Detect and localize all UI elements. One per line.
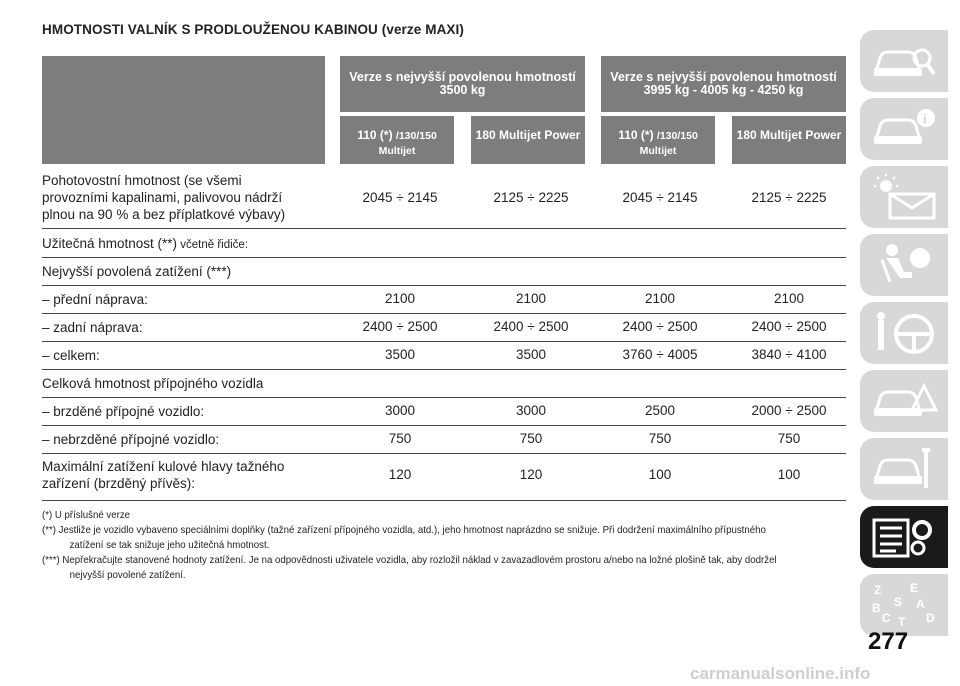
footnote: (*) U příslušné verze xyxy=(42,509,131,521)
cell-value: 3840 ÷ 4100 xyxy=(751,347,827,362)
table-row xyxy=(42,370,846,398)
cell-value: 120 xyxy=(388,467,412,482)
cell-value: 750 xyxy=(388,431,412,446)
cell-value: 2400 ÷ 2500 xyxy=(362,319,438,334)
table-row xyxy=(42,398,846,426)
watermark: carmanualsonline.info xyxy=(690,664,871,683)
table-row xyxy=(42,286,846,314)
row-label-text: Užitečná hmotnost (**) xyxy=(42,236,178,251)
car-tools-icon[interactable] xyxy=(860,438,948,500)
cell-value: 2125 ÷ 2225 xyxy=(493,190,569,205)
car-search-icon[interactable] xyxy=(860,30,948,92)
table-row xyxy=(42,168,846,229)
cell-value: 2100 xyxy=(384,291,416,306)
row-label-line: Pohotovostní hmotnost (se všemi xyxy=(42,173,242,188)
cell-value: 2100 xyxy=(773,291,805,306)
cell-value: 2045 ÷ 2145 xyxy=(362,190,438,205)
row-label xyxy=(42,235,248,254)
header-sub-multijet-2 xyxy=(601,116,715,164)
header-sub-text: Multijet xyxy=(378,145,416,157)
airbag-seat-icon[interactable] xyxy=(860,234,948,296)
cell-value: 2400 ÷ 2500 xyxy=(493,319,569,334)
index-letter: E xyxy=(910,582,919,595)
header-sub-power-1: 180 Multijet Power xyxy=(471,116,585,164)
table-row xyxy=(42,342,846,370)
table-header-empty xyxy=(42,56,325,164)
cell-value: 100 xyxy=(777,467,801,482)
row-label: – nebrzděné přípojné vozidlo: xyxy=(42,432,220,447)
table-row xyxy=(42,258,846,286)
row-label: Celková hmotnost přípojného vozidla xyxy=(42,376,264,391)
cell-value: 3000 xyxy=(515,403,547,418)
alphabet-index-icon[interactable] xyxy=(860,574,948,636)
page-number: 277 xyxy=(868,628,909,655)
cell-value: 3500 xyxy=(515,347,547,362)
cell-value: 120 xyxy=(519,467,543,482)
row-label-small: včetně řidiče: xyxy=(177,239,249,251)
row-label-line: provozními kapalinami, palivovou nádrží xyxy=(42,190,283,205)
cell-value: 100 xyxy=(648,467,672,482)
cell-value: 2045 ÷ 2145 xyxy=(622,190,698,205)
table-row xyxy=(42,314,846,342)
row-label: Nejvyšší povolená zatížení (***) xyxy=(42,264,232,279)
row-label-line: plnou na 90 % a bez příplatkové výbavy) xyxy=(42,207,286,222)
cell-value: 3000 xyxy=(384,403,416,418)
car-breakdown-icon[interactable] xyxy=(860,370,948,432)
cell-value: 2400 ÷ 2500 xyxy=(622,319,698,334)
footnotes xyxy=(42,508,778,583)
index-letter: A xyxy=(916,597,925,611)
footnote: (***) Nepřekračujte stanovené hodnoty zatížení. Je na odpovědnosti uživatele vozidla, aby rozložil náklad v zavazadlovém prostoru a/nebo na ložné plošině tak, aby dodržel nejvyšší povolené zatížení. xyxy=(42,554,777,581)
header-sub-text: /130/150 xyxy=(395,130,437,142)
row-label-line: Maximální zatížení kulové hlavy tažného xyxy=(42,459,285,474)
header-sub-multijet-1 xyxy=(340,116,454,164)
index-letter: C xyxy=(882,611,891,625)
index-letter: B xyxy=(872,601,881,615)
specifications-icon[interactable] xyxy=(860,506,948,568)
cell-value: 750 xyxy=(777,431,801,446)
cell-value: 2500 xyxy=(644,403,676,418)
cell-value: 2125 ÷ 2225 xyxy=(751,190,827,205)
index-letter: D xyxy=(926,611,935,625)
table-row xyxy=(42,229,846,258)
header-sub-text: Multijet xyxy=(639,145,677,157)
cell-value: 3500 xyxy=(384,347,416,362)
header-divider xyxy=(601,113,846,114)
header-sub-power-2: 180 Multijet Power xyxy=(732,116,846,164)
cell-value: 2000 ÷ 2500 xyxy=(751,403,827,418)
header-sub-text: /130/150 xyxy=(656,130,698,142)
header-sub-text: 110 (*) xyxy=(618,128,654,142)
cell-value: 2100 xyxy=(644,291,676,306)
warning-lights-icon[interactable] xyxy=(860,166,948,228)
index-letter: S xyxy=(894,595,903,609)
index-letter: Z xyxy=(874,583,882,597)
header-divider xyxy=(340,113,585,114)
header-sub-text: 110 (*) xyxy=(357,128,393,142)
header-group-3995: Verze s nejvyšší povolenou hmotností 3995 kg - 4005 kg - 4250 kg xyxy=(601,56,846,112)
steering-wheel-icon[interactable] xyxy=(860,302,948,364)
car-info-icon[interactable] xyxy=(860,98,948,160)
row-label: – brzděné přípojné vozidlo: xyxy=(42,404,205,419)
cell-value: 3760 ÷ 4005 xyxy=(622,347,698,362)
index-letter: T xyxy=(898,615,906,628)
row-label: – přední náprava: xyxy=(42,292,148,307)
row-label xyxy=(42,458,284,492)
row-label-line: zařízení (brzděný přívěs): xyxy=(42,476,196,491)
page-title: HMOTNOSTI VALNÍK S PRODLOUŽENOU KABINOU (verze MAXI) xyxy=(42,22,464,37)
cell-value: 2400 ÷ 2500 xyxy=(751,319,827,334)
header-group-3500: Verze s nejvyšší povolenou hmotností 3500 kg xyxy=(340,56,585,112)
table-row xyxy=(42,454,846,501)
svg-text:i: i xyxy=(923,111,927,126)
footnote: (**) Jestliže je vozidlo vybaveno speciálními doplňky (tažné zařízení přípojného vozidla, atd.), jeho hmotnost naprázdno se snižuje. Při dodržení maximálního přípustného zatížení se tak snižuje jeho užitečná hmotnost. xyxy=(42,524,766,551)
row-label: – zadní náprava: xyxy=(42,320,143,335)
table-row xyxy=(42,426,846,454)
row-label xyxy=(42,172,285,223)
cell-value: 750 xyxy=(519,431,543,446)
cell-value: 2100 xyxy=(515,291,547,306)
cell-value: 750 xyxy=(648,431,672,446)
row-label: – celkem: xyxy=(42,348,100,363)
